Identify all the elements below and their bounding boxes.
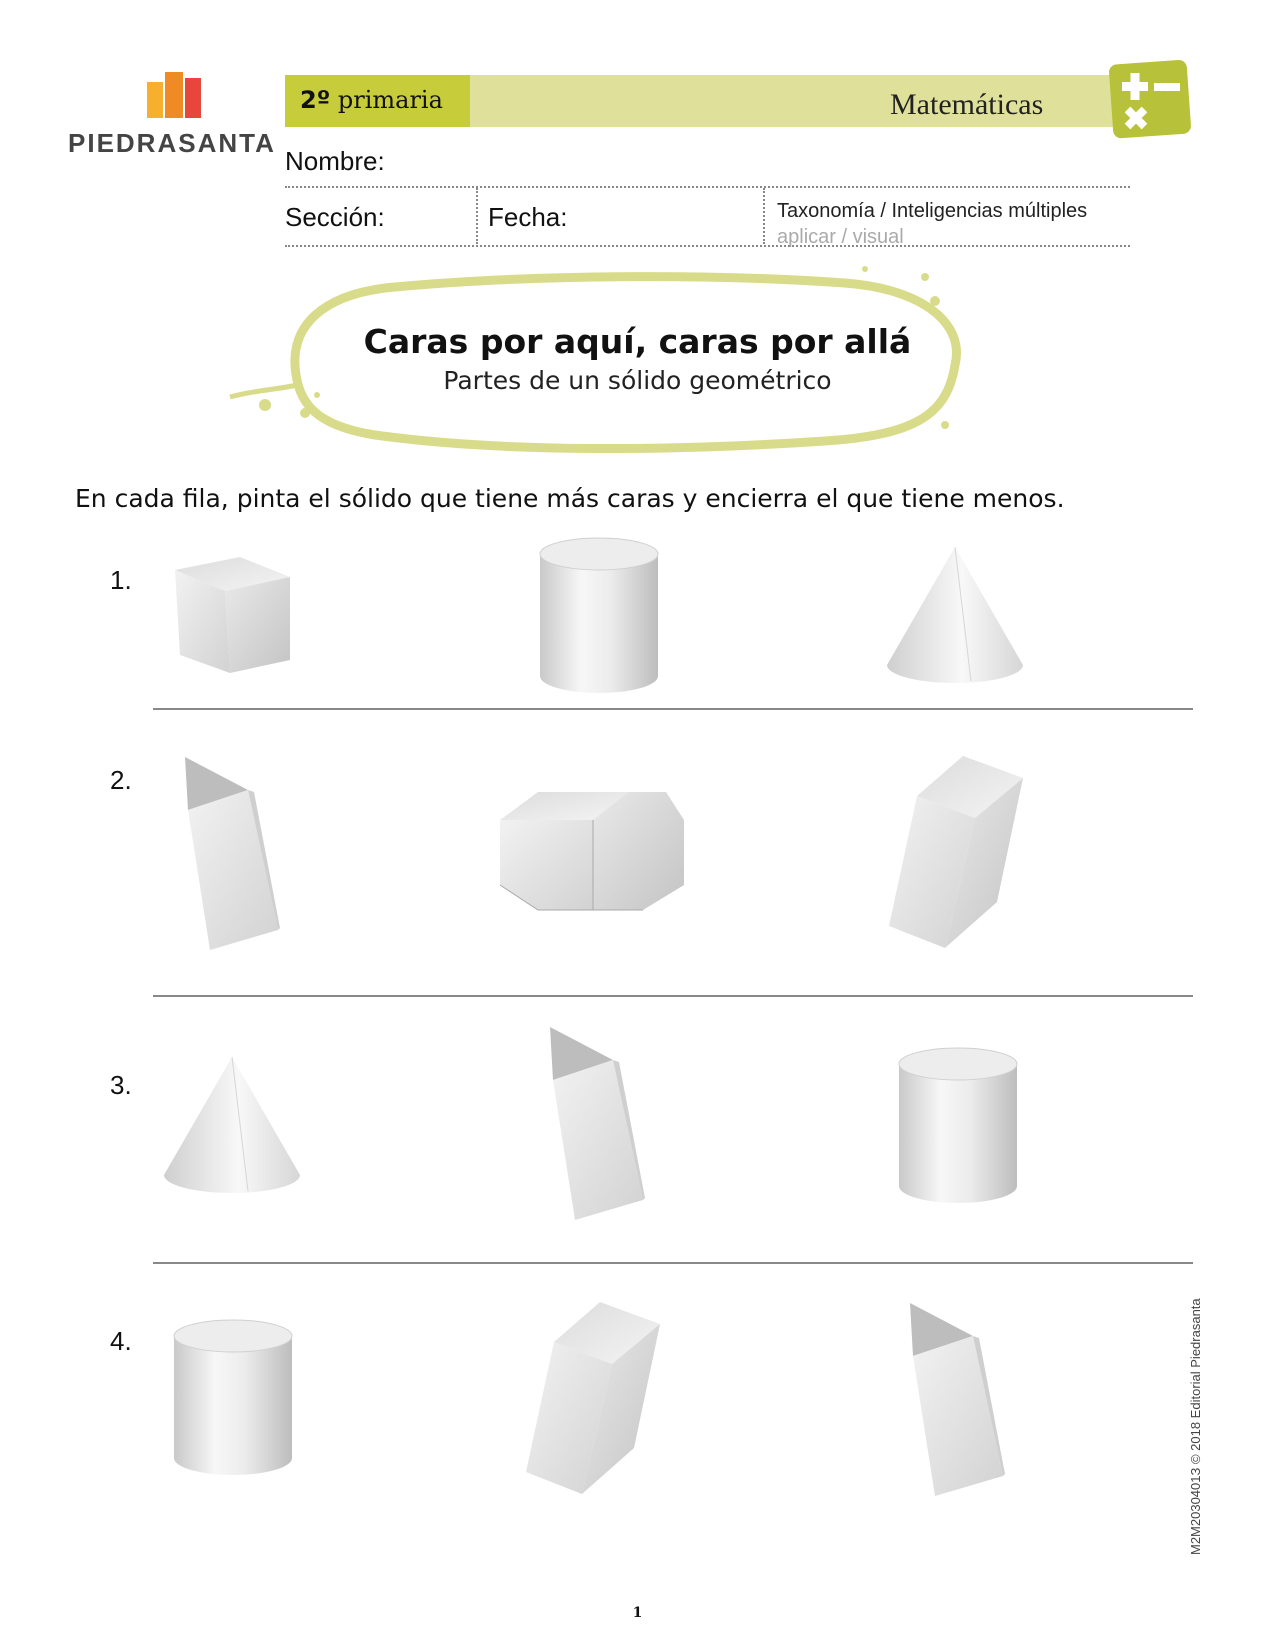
row-separator	[153, 1262, 1193, 1264]
row-number: 4.	[110, 1326, 132, 1356]
math-operators-icon	[1108, 56, 1194, 142]
cube-icon[interactable]	[170, 555, 295, 680]
row-number: 3.	[110, 1070, 132, 1100]
worksheet-subtitle: Partes de un sólido geométrico	[443, 366, 832, 395]
triangular-prism-icon[interactable]	[905, 1298, 1005, 1503]
rectangular-prism-icon[interactable]	[885, 752, 1025, 952]
cylinder-icon[interactable]	[895, 1046, 1021, 1206]
section-label: Sección:	[285, 202, 385, 232]
cone-icon[interactable]	[883, 543, 1028, 688]
brand-name: PIEDRASANTA	[68, 128, 276, 158]
grade-label	[300, 86, 443, 114]
taxonomy-title: Taxonomía / Inteligencias múltiples	[777, 200, 1088, 222]
brand-logo	[60, 68, 280, 168]
instruction-text: En cada fila, pinta el sólido que tiene más caras y encierra el que tiene menos.	[75, 484, 1065, 513]
subject-title: Matemáticas	[890, 88, 1044, 121]
worksheet-title: Caras por aquí, caras por allá	[363, 322, 912, 361]
row-separator	[153, 995, 1193, 997]
name-label: Nombre:	[285, 146, 385, 176]
grade-number: 2º	[300, 86, 331, 114]
date-divider	[763, 188, 765, 244]
hexagonal-prism-icon[interactable]	[498, 790, 686, 914]
row-number: 1.	[110, 565, 132, 595]
triangular-prism-icon[interactable]	[545, 1022, 645, 1227]
section-divider	[476, 188, 478, 244]
row-number: 2.	[110, 765, 132, 795]
rectangular-prism-icon[interactable]	[522, 1298, 662, 1498]
copyright-credit: M2M2030401З © 2018 Editorial Piedrasanta	[1188, 1298, 1203, 1555]
cylinder-icon[interactable]	[536, 536, 662, 696]
book-logo-icon	[145, 70, 205, 120]
cylinder-icon[interactable]	[170, 1318, 296, 1478]
page-number: 1	[632, 1605, 643, 1621]
cone-icon[interactable]	[160, 1053, 305, 1198]
taxonomy-value: aplicar / visual	[777, 226, 904, 248]
triangular-prism-icon[interactable]	[180, 752, 280, 957]
row-separator	[153, 708, 1193, 710]
fields-bottom-line	[285, 245, 1130, 247]
date-label: Fecha:	[488, 202, 568, 232]
grade-level: primaria	[337, 86, 443, 114]
name-line	[285, 186, 1130, 188]
